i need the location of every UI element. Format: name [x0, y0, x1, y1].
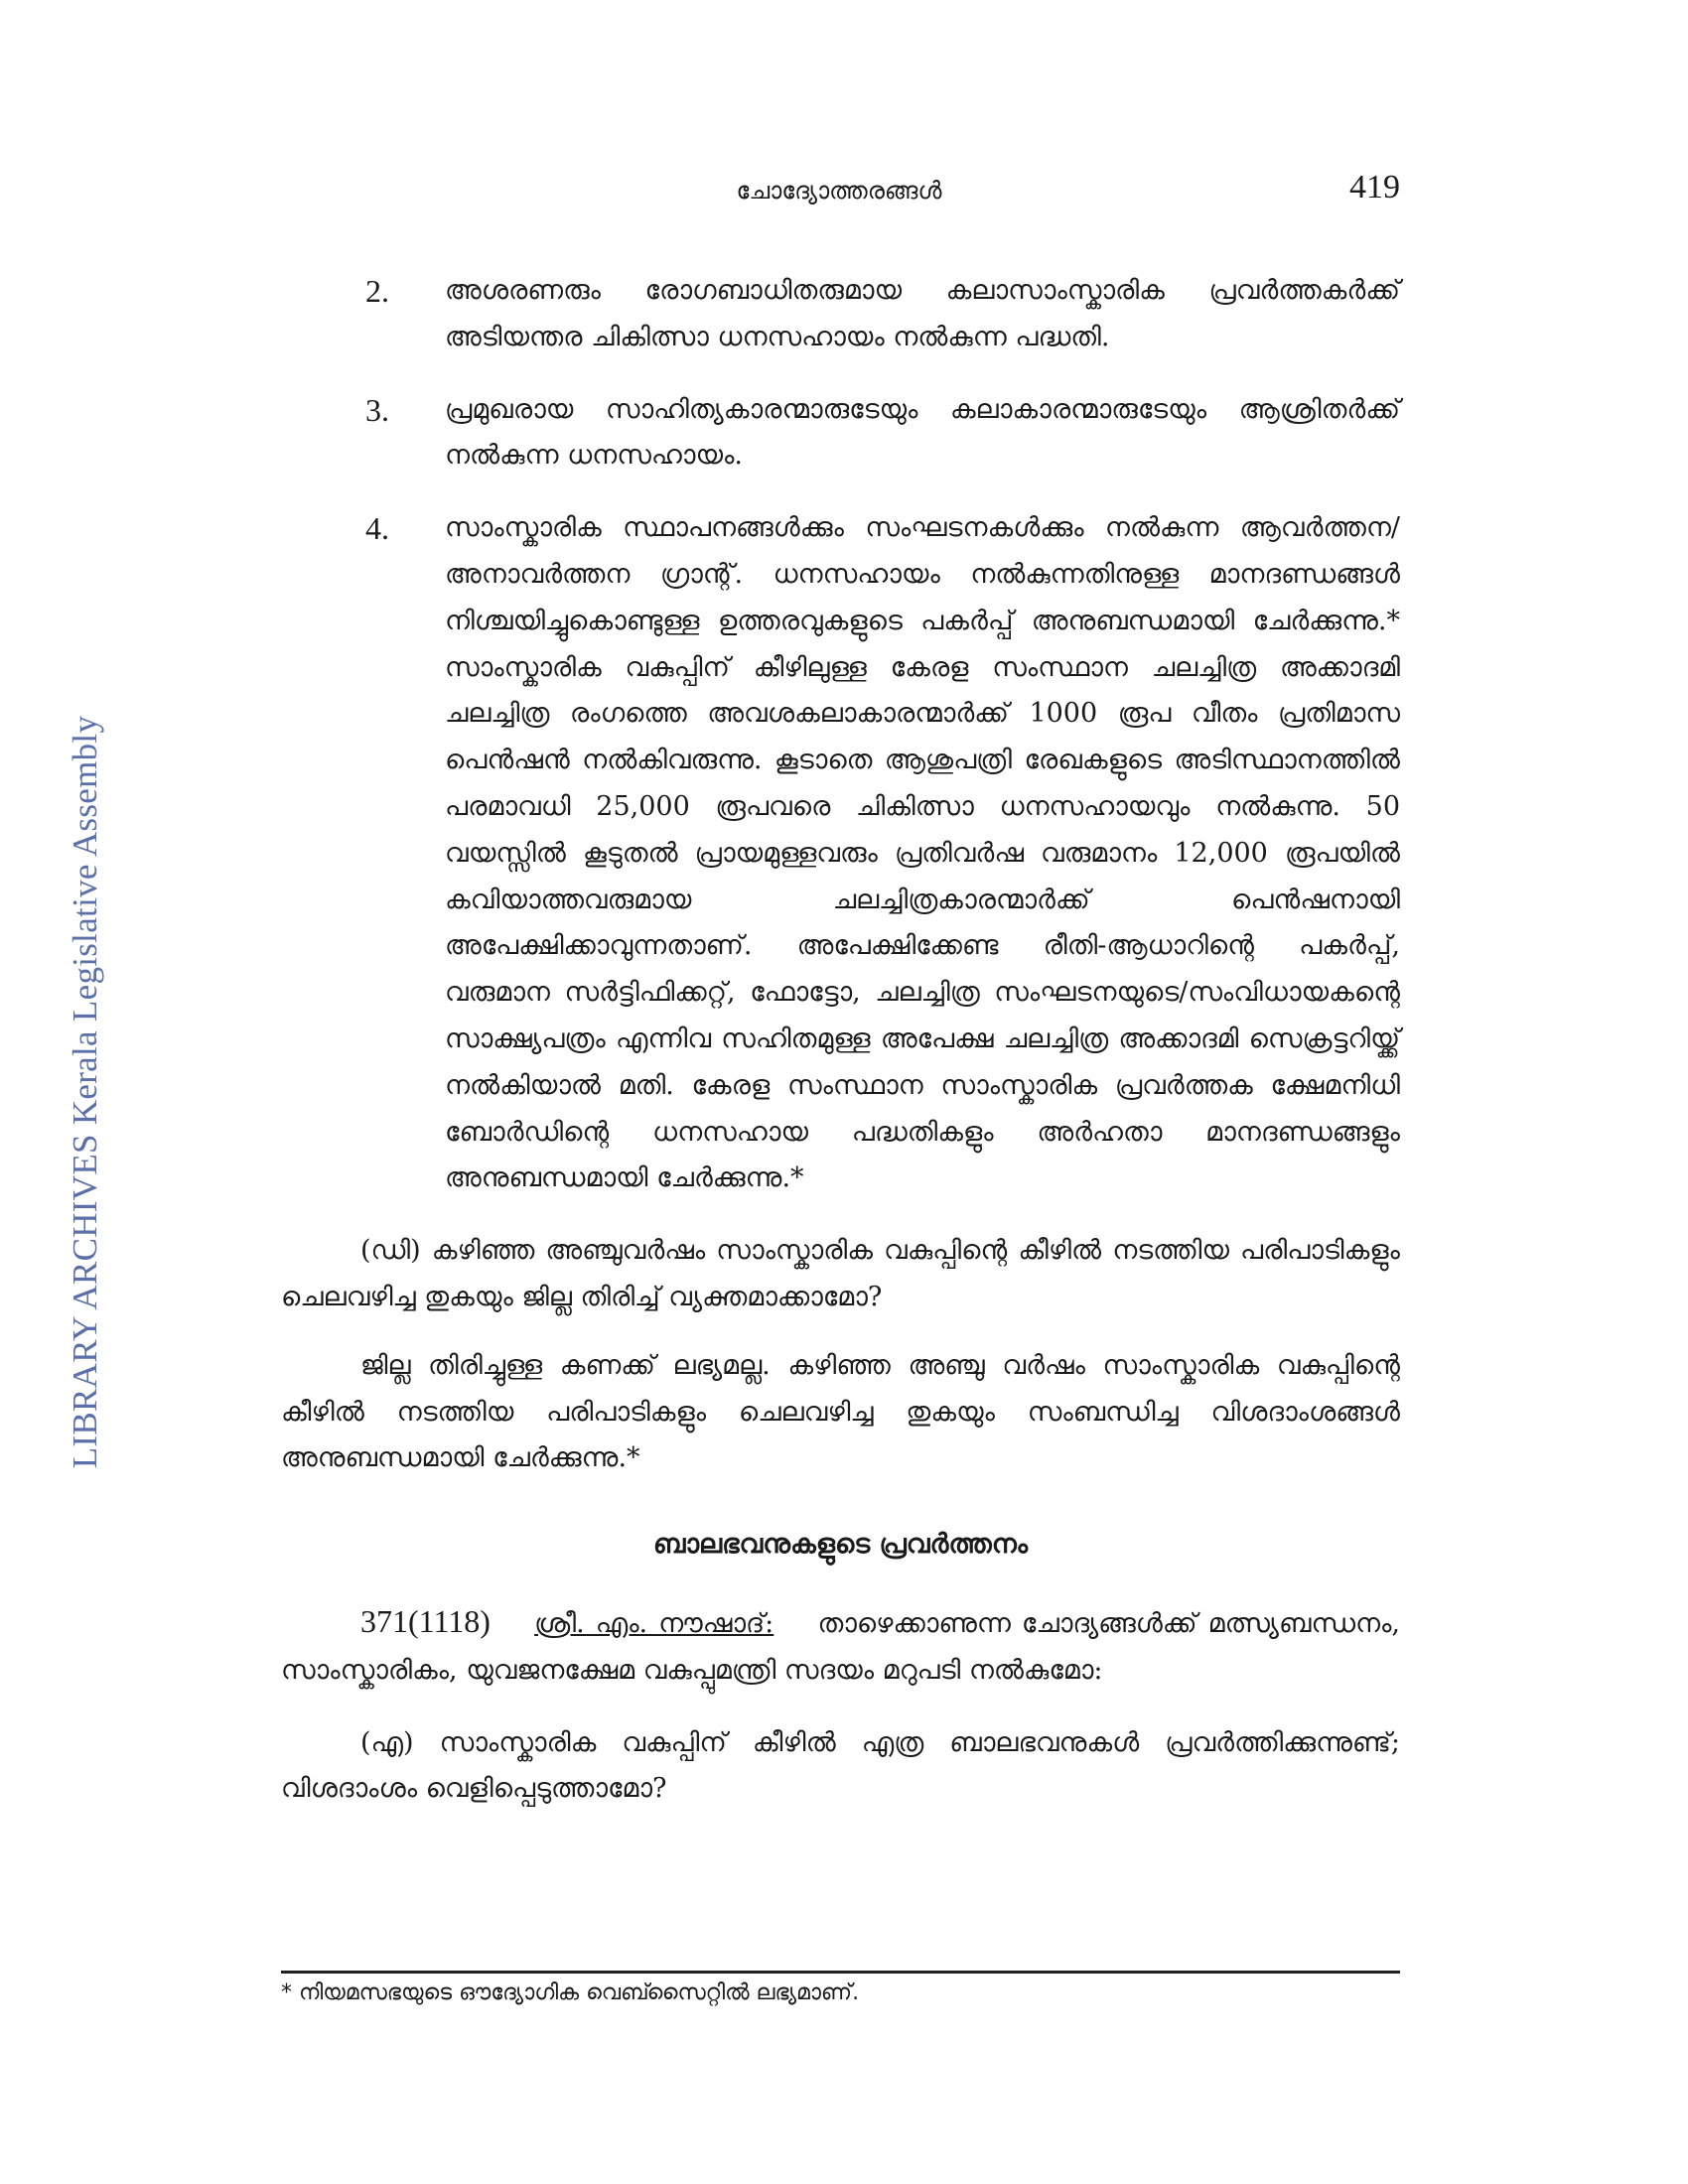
list-item: [281, 268, 1400, 361]
question-a: (എ) സാംസ്കാരിക വകുപ്പിന് കീഴിൽ എത്ര ബാലഭവനുകൾ പ്രവർത്തിക്കുന്നുണ്ട്; വിശദാംശം വെളിപ്പെടുത്താമോ?: [281, 1726, 1400, 1805]
archive-watermark: LIBRARY ARCHIVES Kerala Legislative Assembly: [66, 715, 104, 1469]
footnote-rule: [281, 1971, 1400, 1974]
list-item-text: അശരണരും രോഗബാധിതരുമായ കലാസാംസ്കാരിക പ്രവർത്തകർക്ക് അടിയന്തര ചികിത്സാ ധനസഹായം നൽകുന്ന പദ്ധതി.: [445, 275, 1400, 352]
list-item-text: സാംസ്കാരിക സ്ഥാപനങ്ങൾക്കും സംഘടനകൾക്കും നൽകുന്ന ആവർത്തന/ അനാവർത്തന ഗ്രാന്റ്. ധനസഹായം നൽകുന്നതിനുള്ള മാനദണ്ഡങ്ങൾ നിശ്ചയിച്ചുകൊണ്ടുള്ള ഉത്തരവുകളുടെ പകർപ്പ് അനുബന്ധമായി ചേർക്കുന്നു.* സാംസ്കാരിക വകുപ്പിന് കീഴിലുള്ള കേരള സംസ്ഥാന ചലച്ചിത്ര അക്കാദമി ചലച്ചിത്ര രംഗത്തെ അവശകലാകാരന്മാർക്ക് 1000 രൂപ വീതം പ്രതിമാസ പെൻഷൻ നൽകിവരുന്നു. കൂടാതെ ആശുപത്രി രേഖകളുടെ അടിസ്ഥാനത്തിൽ പരമാവധി 25,000 രൂപവരെ ചികിത്സാ ധനസഹായവും നൽകുന്നു. 50 വയസ്സിൽ കൂടുതൽ പ്രായമുള്ളവരും പ്രതിവർഷ വരുമാനം 12,000 രൂപയിൽ കവിയാത്തവരുമായ ചലച്ചിത്രകാരന്മാർക്ക് പെൻഷനായി അപേക്ഷിക്കാവുന്നതാണ്. അപേക്ഷിക്കേണ്ട രീതി-ആധാറിന്റെ പകർപ്പ്, വരുമാന സർട്ടിഫിക്കറ്റ്, ഫോട്ടോ, ചലച്ചിത്ര സംഘടനയുടെ/സംവിധായകന്റെ സാക്ഷ്യപത്രം എന്നിവ സഹിതമുള്ള അപേക്ഷ ചലച്ചിത്ര അക്കാദമി സെക്രട്ടറിയ്ക്ക് നൽകിയാൽ മതി. കേരള സംസ്ഥാന സാംസ്കാരിക പ്രവർത്തക ക്ഷേമനിധി ബോർഡിന്റെ ധനസഹായ പദ്ധതികളും അർഹതാ മാനദണ്ഡങ്ങളും അനുബന്ധമായി ചേർക്കുന്നു.*: [445, 512, 1400, 1194]
page-number: 419: [1349, 169, 1400, 205]
list-item: [281, 387, 1400, 480]
list-item-number: 2.: [365, 273, 389, 309]
question-d: (ഡി) കഴിഞ്ഞ അഞ്ചുവർഷം സാംസ്കാരിക വകുപ്പിന്റെ കീഴിൽ നടത്തിയ പരിപാടികളും ചെലവഴിച്ച തുകയും ജില്ല തിരിച്ച് വ്യക്തമാക്കാമോ?: [281, 1235, 1400, 1312]
list-item-number: 4.: [365, 510, 389, 547]
member-name: ശ്രീ. എം. നൗഷാദ്:: [534, 1607, 774, 1639]
footnote: * നിയമസഭയുടെ ഔദ്യോഗിക വെബ്സൈറ്റിൽ ലഭ്യമാണ്.: [281, 1980, 860, 2005]
question-number: 371(1118): [360, 1602, 491, 1639]
answer-d: ജില്ല തിരിച്ചുള്ള കണക്ക് ലഭ്യമല്ല. കഴിഞ്ഞ അഞ്ചു വർഷം സാംസ്കാരിക വകുപ്പിന്റെ കീഴിൽ നടത്തിയ പരിപാടികളും ചെലവഴിച്ച തുകയും സംബന്ധിച്ച വിശദാംശങ്ങൾ അനുബന്ധമായി ചേർക്കുന്നു.*: [281, 1349, 1400, 1474]
list-item-number: 3.: [365, 391, 389, 428]
list-item: [281, 505, 1400, 1202]
list-item-text: പ്രമുഖരായ സാഹിത്യകാരന്മാരുടേയും കലാകാരന്മാരുടേയും ആശ്രിതർക്ക് നൽകുന്ന ധനസഹായം.: [445, 393, 1400, 472]
running-header: [278, 169, 1400, 228]
question-intro: താഴെക്കാണുന്ന ചോദ്യങ്ങൾക്ക് മത്സ്യബന്ധനം, സാംസ്കാരികം, യുവജനക്ഷേമ വകുപ്പുമന്ത്രി സദയം മറുപടി നൽകുമോ:: [281, 1607, 1400, 1686]
question-header: [281, 1598, 1400, 1695]
page-body: [281, 268, 1400, 1835]
section-heading: ബാലഭവനുകളുടെ പ്രവർത്തനം: [652, 1529, 1029, 1561]
running-title: ചോദ്യോത്തരങ്ങൾ: [736, 177, 942, 205]
